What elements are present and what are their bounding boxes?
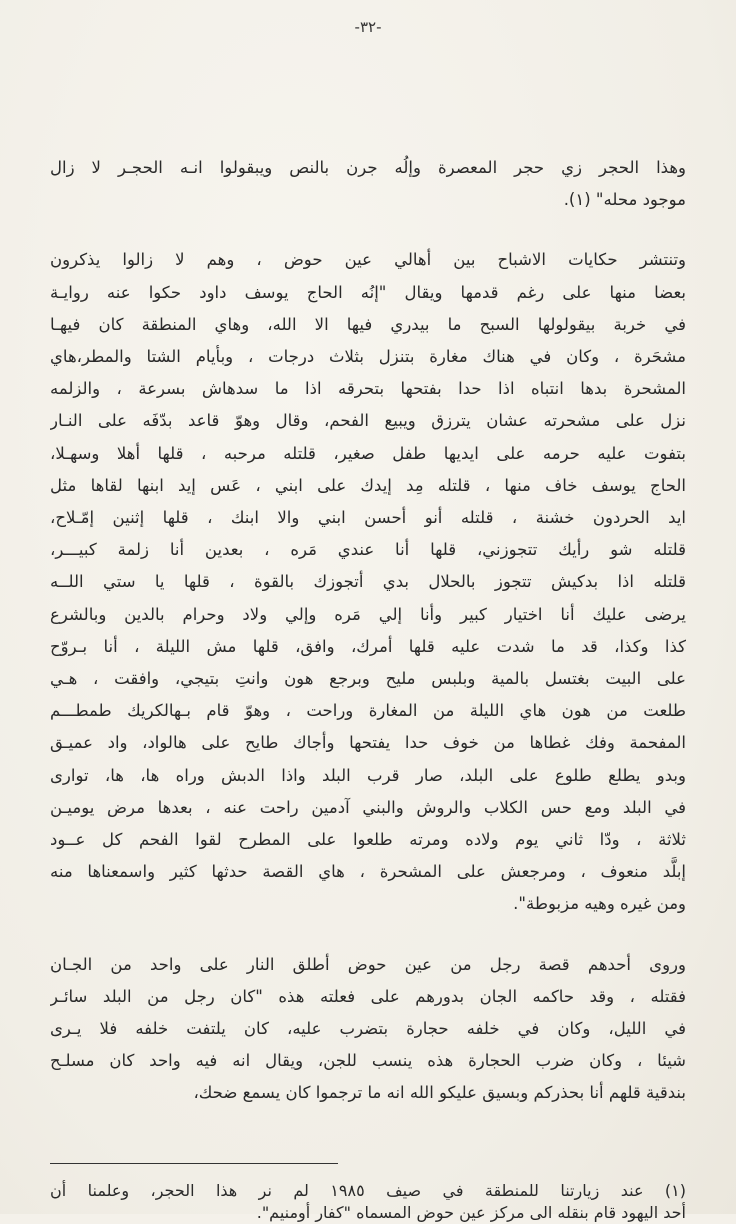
text-line: ومن غيره وهيه مزبوطة". (513, 894, 686, 914)
text-line: المفحمة وفك غطاها من خوف حدا يفتحها وأجاك طايح على هالواد، واد عميـق (50, 733, 686, 753)
text-line: قلتله شو رأيك تتجوزني، قلها أنا عندي مَره ، بعدين أنا زلمة كبيـــر، (50, 540, 686, 560)
footnote-line: أحد اليهود قام بنقله الى مركز عين حوض المسماه "كفار أومنيم". (256, 1203, 686, 1222)
page-number: -٣٢- (354, 18, 382, 36)
text-line: مشحَرة ، وكان في هناك مغارة بتنزل بثلاث درجات ، وبأيام الشتا والمطر،هاي (50, 347, 686, 367)
text-line: بندقية قلهم أنا بحذركم وبسيق عليكو الله انه ما ترجموا كان يسمع ضحك، (193, 1083, 686, 1103)
text-line: قلتله اذا بدكيش تتجوز بالحلال بدي أتجوزك بالقوة ، قلها يا ستي اللــه (50, 572, 686, 592)
footnote-divider (50, 1163, 338, 1164)
text-line: طلعت من هون هاي الليلة من المغارة وراحت ، وهوّ قام بـهالكريك طمطـــم (50, 701, 686, 721)
text-line: نزل على مشحرته عشان يترزق ويبيع الفحم، وقال وهوّ قاعد بدّفَه على النـار (50, 411, 686, 431)
text-line: وهذا الحجر زي حجر المعصرة وإلُه جرن بالنص ويبقولوا انـه الحجـر لا زال (50, 158, 686, 177)
text-line: في الليل، وكان في خلفه حجارة بتضرب عليه، كان يلتفت خلفه فلا يـرى (50, 1019, 686, 1039)
paragraph (50, 244, 686, 920)
paragraph (50, 949, 686, 1110)
footnote-line: (١) عند زيارتنا للمنطقة في صيف ١٩٨٥ لم نر هذا الحجر، وعلمنا أن (50, 1181, 686, 1200)
text-line: فقتله ، وقد حاكمه الجان بدورهم على فعلته هذه "كان رجل من البلد سائـر (50, 986, 686, 1006)
text-line: موجود محله" (١). (563, 190, 686, 210)
text-line: شيئا ، وكان ضرب الحجارة هذه ينسب للجن، ويقال انه فيه واحد كان مسلـح (50, 1051, 686, 1071)
text-line: في خربة بيقولولها السبح ما بيدري فيها الا الله، وهاي المنطقة كان فيهـا (50, 314, 686, 334)
text-line: كذا وكذا، قد ما شدت عليه قلها أمرك، وافق، قلها مش الليلة ، أنا بـروّح (50, 636, 686, 656)
text-line: على البيت بغتسل بالمية وبلبس مليح وبرجع هون وانتِ بتيجي، وافقت ، هـي (50, 669, 686, 689)
main-text (50, 152, 686, 1138)
paragraph (50, 152, 686, 216)
text-line: وتنتشر حكايات الاشباح بين أهالي عين حوض ، وهم لا زالوا يذكرون (50, 250, 686, 270)
text-line: وروى أحدهم قصة رجل من عين حوض أطلق النار على واحد من الجـان (50, 954, 686, 974)
text-line: يرضى عليك أنا اختيار كبير وأنا إلي مَره وإلي ولاد وحرام بالدين وبالشرع (50, 604, 686, 624)
text-line: بتفوت عليه حرمه على ايديها طفل صغير، قلتله مرحبه ، قلها أهلا وسهـلا، (50, 443, 686, 463)
text-line: ايد الحردون خشنة ، قلتله أنو أحسن ابني والا ابنك ، قلها إثنين إمّـلاح، (50, 508, 686, 528)
text-line: في البلد ومع حس الكلاب والروش والبني آدمين راحت عنه ، بعدها مرض يوميـن (50, 797, 686, 817)
text-line: إبلَّد منعوف ، ومرجعش على المشحرة ، هاي القصة حدثها كثير واسمعناها منه (50, 862, 686, 882)
text-line: بعضا منها على رغم قدمها ويقال "إنُه الحاج يوسف داود حكوا عنه روايـة (50, 282, 686, 302)
text-line: الحاج يوسف خاف منها ، قلتله مِد إيدك على ابني ، عَس إيد ابنها لقاها مثل (50, 475, 686, 495)
text-line: وبدو يطلع طلوع على البلد، صار قرب البلد واذا الدبش وراه ها، ها، توارى (50, 765, 686, 785)
text-line: ثلاثة ، ودّا ثاني يوم ولاده ومرته طلعوا على المطرح لقوا الفحم كل عــود (50, 830, 686, 850)
footnote (50, 1180, 686, 1224)
text-line: المشحرة بدها انتباه اذا حدا بفتحها بتحرقه اذا ما سدهاش بسرعة ، والزلمه (50, 379, 686, 399)
